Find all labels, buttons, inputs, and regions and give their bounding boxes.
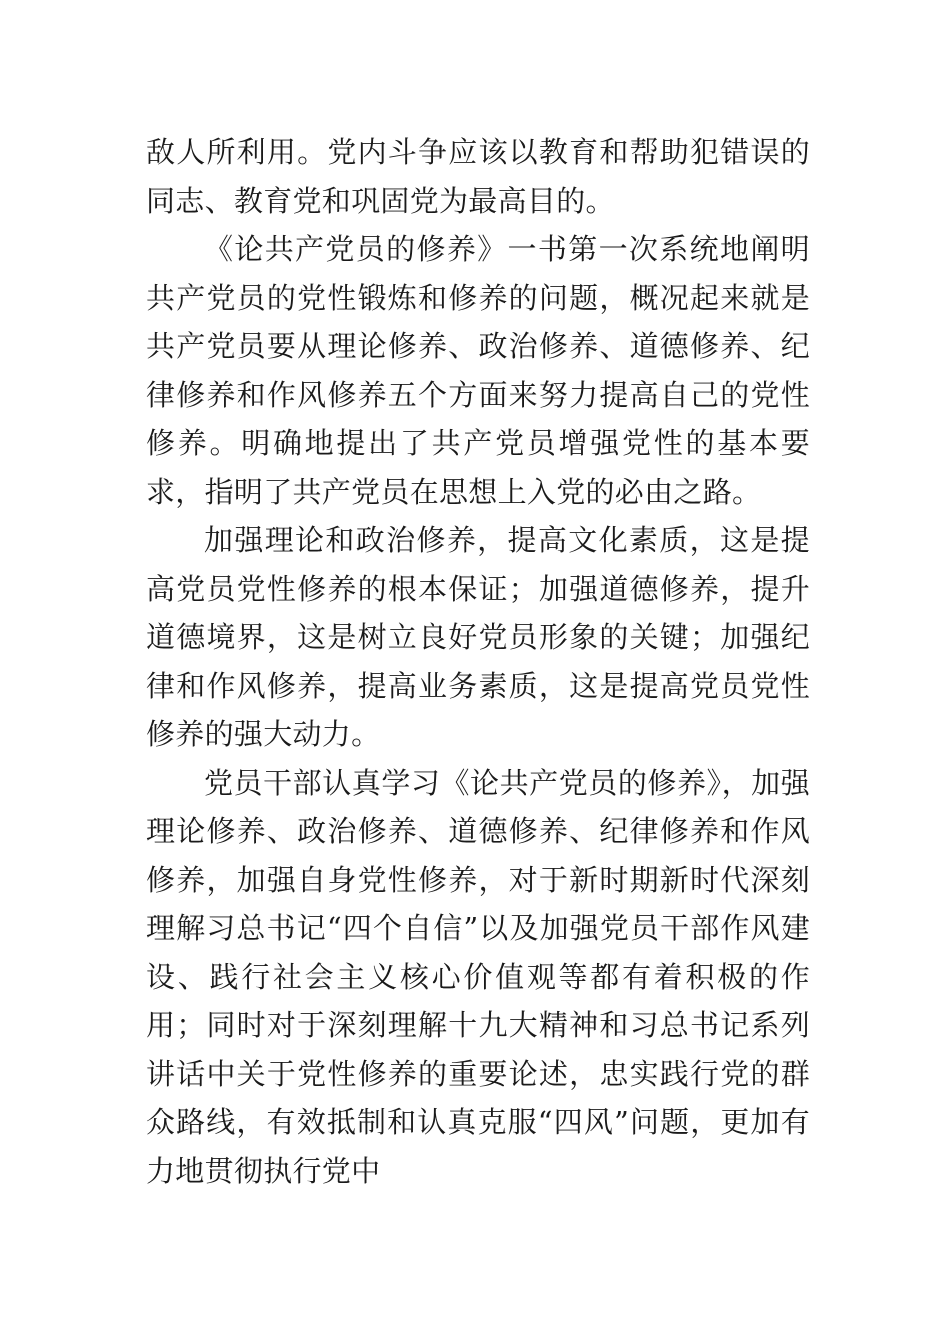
- document-page: [146, 128, 810, 1195]
- paragraph-1: 敌人所利用。党内斗争应该以教育和帮助犯错误的同志、教育党和巩固党为最高目的。: [146, 135, 810, 218]
- paragraph-4: 党员干部认真学习《论共产党员的修养》，加强理论修养、政治修养、道德修养、纪律修养和作风修养，加强自身党性修养，对于新时期新时代深刻理解习总书记“四个自信”以及加强党员干部作风建设、践行社会主义核心价值观等都有着积极的作用；同时对于深刻理解十九大精神和习总书记系列讲话中关于党性修养的重要论述，忠实践行党的群众路线，有效抵制和认真克服“四风”问题，更加有力地贯彻执行党中: [146, 765, 810, 1188]
- paragraph-3: 加强理论和政治修养，提高文化素质，这是提高党员党性修养的根本保证；加强道德修养，提升道德境界，这是树立良好党员形象的关键；加强纪律和作风修养，提高业务素质，这是提高党员党性修养的强大动力。: [146, 523, 810, 751]
- paragraph-2: 《论共产党员的修养》一书第一次系统地阐明共产党员的党性锻炼和修养的问题，概况起来就是共产党员要从理论修养、政治修养、道德修养、纪律修养和作风修养五个方面来努力提高自己的党性修养。明确地提出了共产党员增强党性的基本要求，指明了共产党员在思想上入党的必由之路。: [146, 232, 810, 509]
